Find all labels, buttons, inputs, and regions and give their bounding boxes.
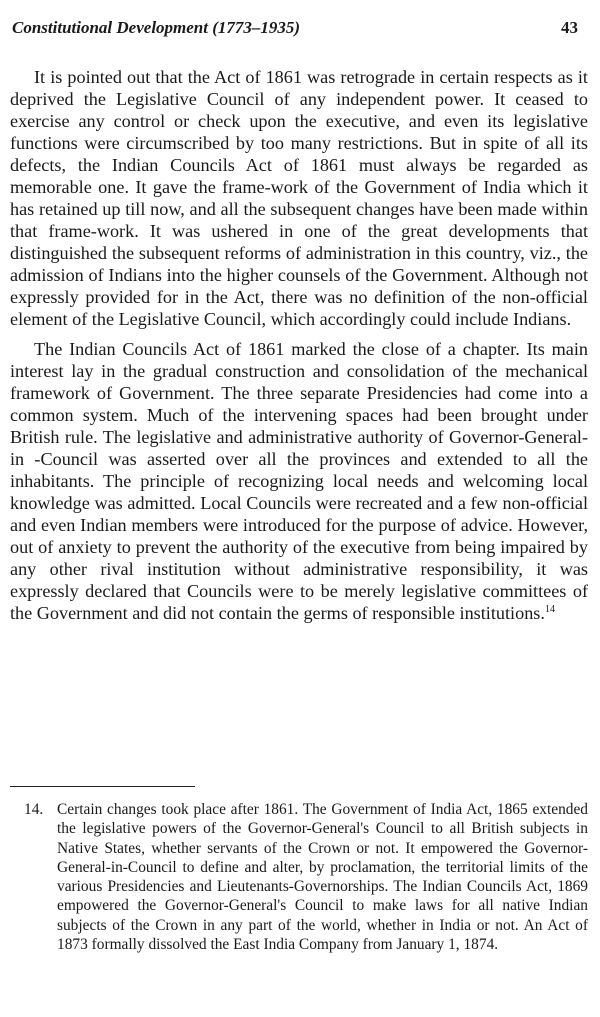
- footnote-divider: [10, 786, 195, 787]
- page-number: 43: [561, 18, 578, 37]
- paragraph: [10, 338, 588, 624]
- footnote-reference[interactable]: 14: [544, 603, 555, 615]
- paragraph-text: The Indian Councils Act of 1861 marked the close of a chapter. Its main interest lay in the gradual construction and consolidation of the mechanical framework of Government. The three separate Presidencies had come into a common system. Much of the intervening spaces had been brought under British rule. The legislative and administrative authority of Governor-General-in -Council was asserted over all the provinces and extended to all the inhabitants. The principle of recognizing local needs and welcoming local knowledge was admitted. Local Councils were recreated and a few non-official and even Indian members were introduced for the purpose of advice. However, out of anxiety to prevent the authority of the executive from being impaired by any other rival institution without administrative responsibility, it was expressly declared that Councils were to be merely legislative committees of the Government and did not contain the germs of responsible institutions.: [10, 339, 588, 623]
- paragraph-text: It is pointed out that the Act of 1861 was retrograde in certain respects as it deprived the Legislative Council of any independent power. It ceased to exercise any control or check upon the executive, and even its legislative functions were circumscribed by too many restrictions. But in spite of all its defects, the Indian Councils Act of 1861 must always be regarded as memorable one. It gave the frame-work of the Government of India which it has retained up till now, and all the subsequent changes have been made within that frame-work. It was ushered in one of the great developments that distinguished the subsequent reforms of administration in this country, viz., the admission of Indians into the higher counsels of the Government. Although not expressly provided for in the Act, there was no definition of the non-official element of the Legislative Council, which accordingly could include Indians.: [10, 67, 588, 329]
- running-header: [12, 18, 578, 38]
- body-text: [10, 66, 588, 624]
- paragraph: [10, 66, 588, 330]
- header-title: Constitutional Development (1773–1935): [12, 18, 301, 37]
- footnote-text: Certain changes took place after 1861. The Government of India Act, 1865 extended the legislative powers of the Governor-General's Council to all British subjects in Native States, whether servants of the Crown or not. It empowered the Governor-General-in-Council to define and alter, by proclamation, the territorial limits of the various Presidencies and Lieutenants-Governorships. The Indian Councils Act, 1869 empowered the Governor-General's Council to make laws for all native Indian subjects of the Crown in any part of the world, whether in India or not. An Act of 1873 formally dissolved the East India Company from January 1, 1874.: [57, 801, 588, 954]
- footnote: [12, 800, 588, 954]
- footnote-number: 14.: [24, 801, 44, 818]
